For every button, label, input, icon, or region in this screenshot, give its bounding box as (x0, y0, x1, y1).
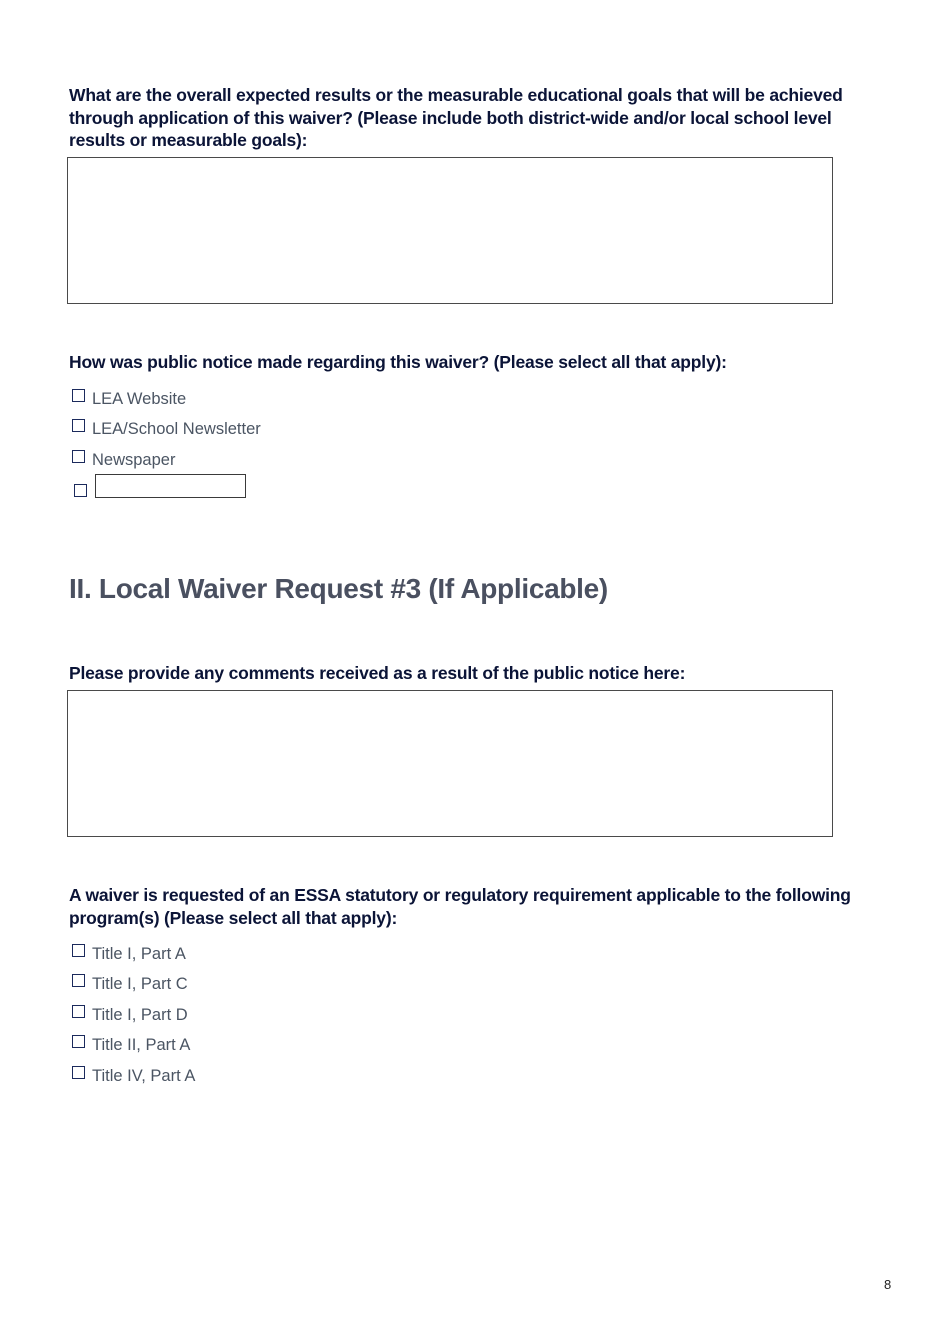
program-option-title-2a[interactable] (72, 1034, 190, 1056)
title-4a-label: Title IV, Part A (92, 1067, 196, 1085)
other-text-field[interactable] (95, 474, 246, 498)
comments-question-label: Please provide any comments received as a result of the public notice here: (69, 663, 686, 683)
title-1a-checkbox[interactable] (72, 944, 85, 957)
newspaper-label: Newspaper (92, 451, 176, 469)
title-2a-checkbox[interactable] (72, 1035, 85, 1048)
public-notice-option-newspaper[interactable] (72, 449, 175, 471)
lea-website-label: LEA Website (92, 390, 187, 408)
title-1a-label: Title I, Part A (92, 945, 186, 963)
program-option-title-1d[interactable] (72, 1004, 188, 1026)
public-notice-option-lea-website[interactable] (72, 388, 186, 410)
programs-question-label: A waiver is requested of an ESSA statutory or regulatory requirement applicable to the following program(s) (Please select all that apply): (69, 885, 851, 928)
other-checkbox[interactable] (74, 484, 87, 497)
title-4a-checkbox[interactable] (72, 1066, 85, 1079)
newspaper-checkbox[interactable] (72, 450, 85, 463)
title-1c-label: Title I, Part C (92, 975, 188, 993)
title-1d-checkbox[interactable] (72, 1005, 85, 1018)
goals-question-label: What are the overall expected results or the measurable educational goals that will be achieved through application of this waiver? (Please include both district-wide and/or local school level results or measurable goals): (69, 85, 843, 150)
comments-textbox[interactable] (67, 690, 833, 837)
lea-website-checkbox[interactable] (72, 389, 85, 402)
newsletter-checkbox[interactable] (72, 419, 85, 432)
section-heading: II. Local Waiver Request #3 (If Applicable) (69, 573, 608, 604)
program-option-title-1c[interactable] (72, 973, 188, 995)
program-option-title-1a[interactable] (72, 943, 186, 965)
program-option-title-4a[interactable] (72, 1065, 195, 1087)
public-notice-option-newsletter[interactable] (72, 418, 261, 440)
title-1d-label: Title I, Part D (92, 1006, 188, 1024)
goals-textbox[interactable] (67, 157, 833, 304)
public-notice-question-label: How was public notice made regarding this waiver? (Please select all that apply): (69, 352, 727, 372)
title-2a-label: Title II, Part A (92, 1036, 191, 1054)
page-number: 8 (884, 1277, 892, 1292)
newsletter-label: LEA/School Newsletter (92, 420, 261, 438)
title-1c-checkbox[interactable] (72, 974, 85, 987)
